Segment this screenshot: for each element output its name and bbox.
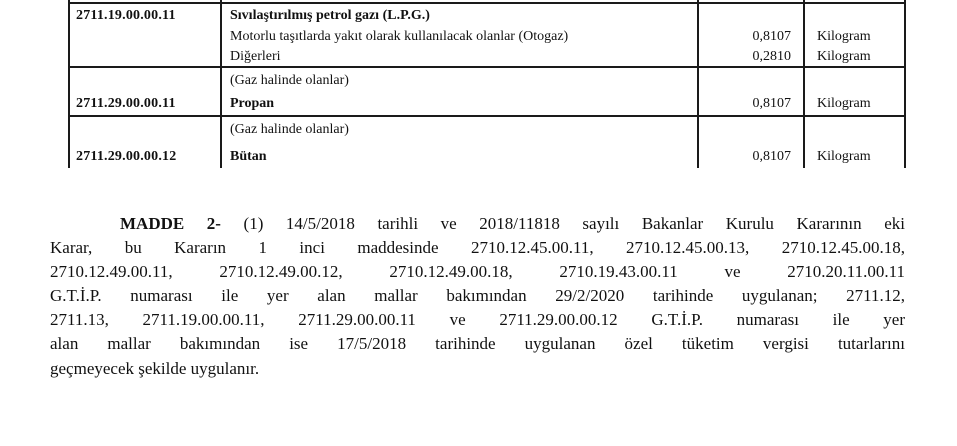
article-line: 2710.12.49.00.11, 2710.12.49.00.12, 2710.12.49.00.18, 2710.19.43.00.11 ve 2710.20.11.00.11 xyxy=(50,262,905,282)
tax-amount: 0,8107 xyxy=(752,29,791,44)
item-description: Sıvılaştırılmış petrol gazı (L.P.G.) xyxy=(230,8,430,23)
table-row xyxy=(70,4,904,68)
tax-table xyxy=(68,0,906,168)
gtip-code: 2711.29.00.00.12 xyxy=(76,149,177,164)
item-description: (Gaz halinde olanlar) xyxy=(230,122,349,137)
article-heading: MADDE 2- xyxy=(120,214,221,233)
unit-label: Kilogram xyxy=(817,149,871,164)
article-line: G.T.İ.P. numarası ile yer alan mallar bakımından 29/2/2020 tarihinde uygulanan; 2711.12, xyxy=(50,286,905,306)
item-description: Diğerleri xyxy=(230,49,281,64)
gtip-code: 2711.19.00.00.11 xyxy=(76,8,176,23)
item-description: Propan xyxy=(230,96,275,111)
article-line: 2711.13, 2711.19.00.00.11, 2711.29.00.00.11 ve 2711.29.00.00.12 G.T.İ.P. numarası ile yer xyxy=(50,310,905,330)
article-paragraph xyxy=(50,212,905,381)
article-line: MADDE 2- (1) 14/5/2018 tarihli ve 2018/11818 sayılı Bakanlar Kurulu Kararının eki xyxy=(120,214,905,233)
tax-amount: 0,2810 xyxy=(752,49,791,64)
article-line: alan mallar bakımından ise 17/5/2018 tarihinde uygulanan özel tüketim vergisi tutarlarını xyxy=(50,334,905,354)
item-description: Motorlu taşıtlarda yakıt olarak kullanılacak olanlar (Otogaz) xyxy=(230,29,569,44)
item-description: (Gaz halinde olanlar) xyxy=(230,73,349,88)
unit-label: Kilogram xyxy=(817,29,871,44)
gtip-code: 2711.29.00.00.11 xyxy=(76,96,176,111)
unit-label: Kilogram xyxy=(817,96,871,111)
table-row xyxy=(70,117,904,168)
article-line: Karar, bu Kararın 1 inci maddesinde 2710.12.45.00.11, 2710.12.45.00.13, 2710.12.45.00.18, xyxy=(50,238,905,258)
tax-amount: 0,8107 xyxy=(752,96,791,111)
tax-amount: 0,8107 xyxy=(752,149,791,164)
article-line: geçmeyecek şekilde uygulanır. xyxy=(50,358,260,378)
table-row xyxy=(70,68,904,117)
unit-label: Kilogram xyxy=(817,49,871,64)
item-description: Bütan xyxy=(230,149,267,164)
